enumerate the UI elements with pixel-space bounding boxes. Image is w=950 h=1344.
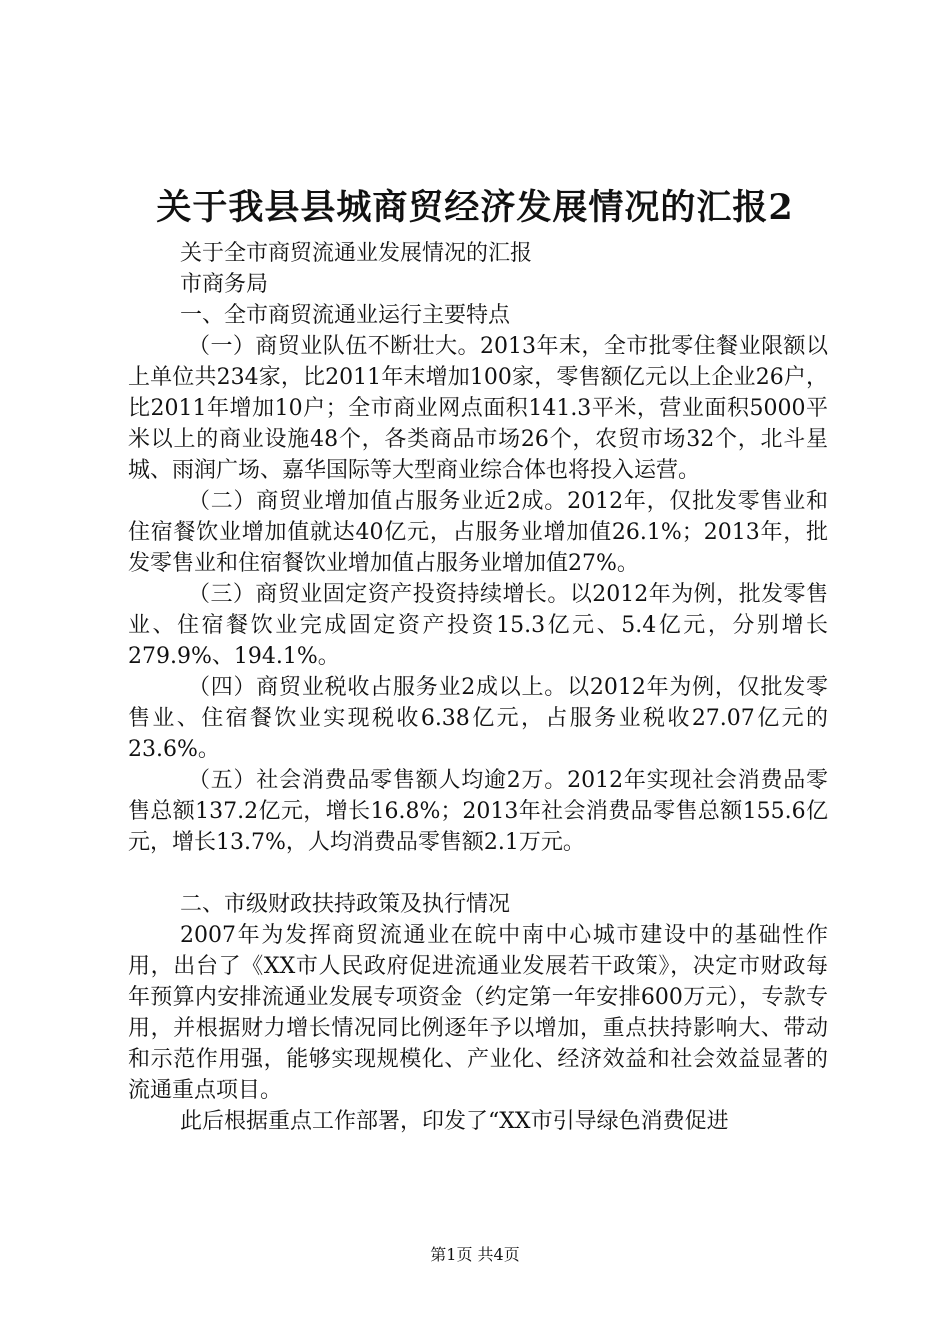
paragraph: 2007年为发挥商贸流通业在皖中南中心城市建设中的基础性作用，出台了《XX市人民政府促进流通业发展若干政策》，决定市财政每年预算内安排流通业发展专项资金（约定第一年安排600万元），专款专用，并根据财力增长情况同比例逐年予以增加，重点扶持影响大、带动和示范作用强，能够实现规模化、产业化、经济效益和社会效益显著的流通重点项目。 <box>128 923 828 1103</box>
report-subtitle: 关于全市商贸流通业发展情况的汇报 <box>180 241 533 266</box>
report-author: 市商务局 <box>180 272 269 297</box>
paragraph: （五）社会消费品零售额人均逾2万。2012年实现社会消费品零售总额137.2亿元，增长16.8%；2013年社会消费品零售总额155.6亿元，增长13.7%，人均消费品零售额2.1万元。 <box>128 768 828 855</box>
paragraph: （二）商贸业增加值占服务业近2成。2012年，仅批发零售业和住宿餐饮业增加值就达40亿元，占服务业增加值26.1%；2013年，批发零售业和住宿餐饮业增加值占服务业增加值27%。 <box>128 489 828 576</box>
page-number-footer: 第1页 共4页 <box>430 1245 520 1264</box>
paragraph: （三）商贸业固定资产投资持续增长。以2012年为例，批发零售业、住宿餐饮业完成固定资产投资15.3亿元、5.4亿元，分别增长279.9%、194.1%。 <box>128 582 828 669</box>
document-title: 关于我县县城商贸经济发展情况的汇报2 <box>156 187 794 228</box>
paragraph: （四）商贸业税收占服务业2成以上。以2012年为例，仅批发零售业、住宿餐饮业实现税收6.38亿元，占服务业税收27.07亿元的23.6%。 <box>128 675 828 762</box>
paragraph: （一）商贸业队伍不断壮大。2013年末，全市批零住餐业限额以上单位共234家，比2011年末增加100家，零售额亿元以上企业26户，比2011年增加10户；全市商业网点面积141.3平米，营业面积5000平米以上的商业设施48个，各类商品市场26个，农贸市场32个，北斗星城、雨润广场、嘉华国际等大型商业综合体也将投入运营。 <box>128 334 828 483</box>
section-heading-2: 二、市级财政扶持政策及执行情况 <box>180 892 511 917</box>
document-body <box>128 238 828 1137</box>
blank-line <box>128 858 828 889</box>
paragraph: 此后根据重点工作部署，印发了“XX市引导绿色消费促进 <box>180 1109 729 1134</box>
section-heading-1: 一、全市商贸流通业运行主要特点 <box>180 303 511 328</box>
